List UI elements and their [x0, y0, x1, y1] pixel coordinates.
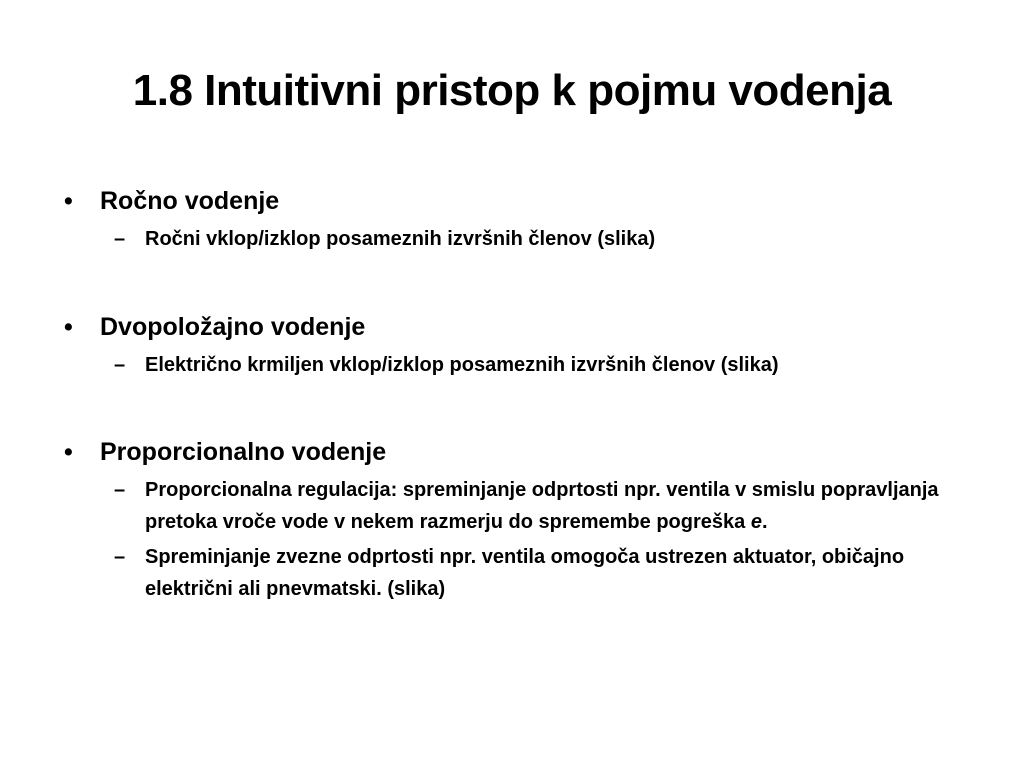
- sub-list: [60, 475, 960, 605]
- sub-item-text: Električno krmiljen vklop/izklop posameznih izvršnih členov (slika): [145, 353, 779, 376]
- bullet-manual-control: [60, 186, 960, 216]
- bullet-heading: Ročno vodenje: [100, 187, 280, 215]
- slide-title: 1.8 Intuitivni pristop k pojmu vodenja: [132, 66, 892, 115]
- bullet-dot-icon: •: [64, 187, 73, 215]
- sub-item-period: .: [761, 510, 768, 533]
- sub-item-text: Proporcionalna regulacija: spreminjanje odprtosti npr. ventila v smislu popravljanja pretoka vroče vode v nekem razmerju do spremembe pogreška: [145, 479, 939, 533]
- bullet-two-position-control: [60, 312, 960, 342]
- sub-item: [60, 224, 960, 256]
- sub-item-text: Ročni vklop/izklop posameznih izvršnih členov (slika): [145, 228, 656, 250]
- dash-icon: –: [114, 353, 126, 376]
- bullet-dot-icon: •: [64, 438, 73, 467]
- bullet-heading: Dvopoložajno vodenje: [100, 312, 366, 341]
- slide-content: [60, 186, 960, 610]
- bullet-proportional-control: [60, 437, 960, 467]
- bullet-dot-icon: •: [64, 312, 73, 341]
- sub-item: [60, 542, 960, 605]
- sub-item: [60, 350, 960, 382]
- error-symbol: e: [750, 510, 762, 533]
- dash-icon: –: [114, 546, 126, 569]
- dash-icon: –: [114, 479, 126, 502]
- sub-list: [60, 224, 960, 256]
- sub-item: [60, 475, 960, 538]
- dash-icon: –: [114, 228, 126, 250]
- sub-item-text: Spreminjanje zvezne odprtosti npr. ventila omogoča ustrezen aktuator, običajno električni ali pnevmatski. (slika): [145, 546, 905, 600]
- sub-list: [60, 350, 960, 382]
- bullet-heading: Proporcionalno vodenje: [100, 438, 387, 467]
